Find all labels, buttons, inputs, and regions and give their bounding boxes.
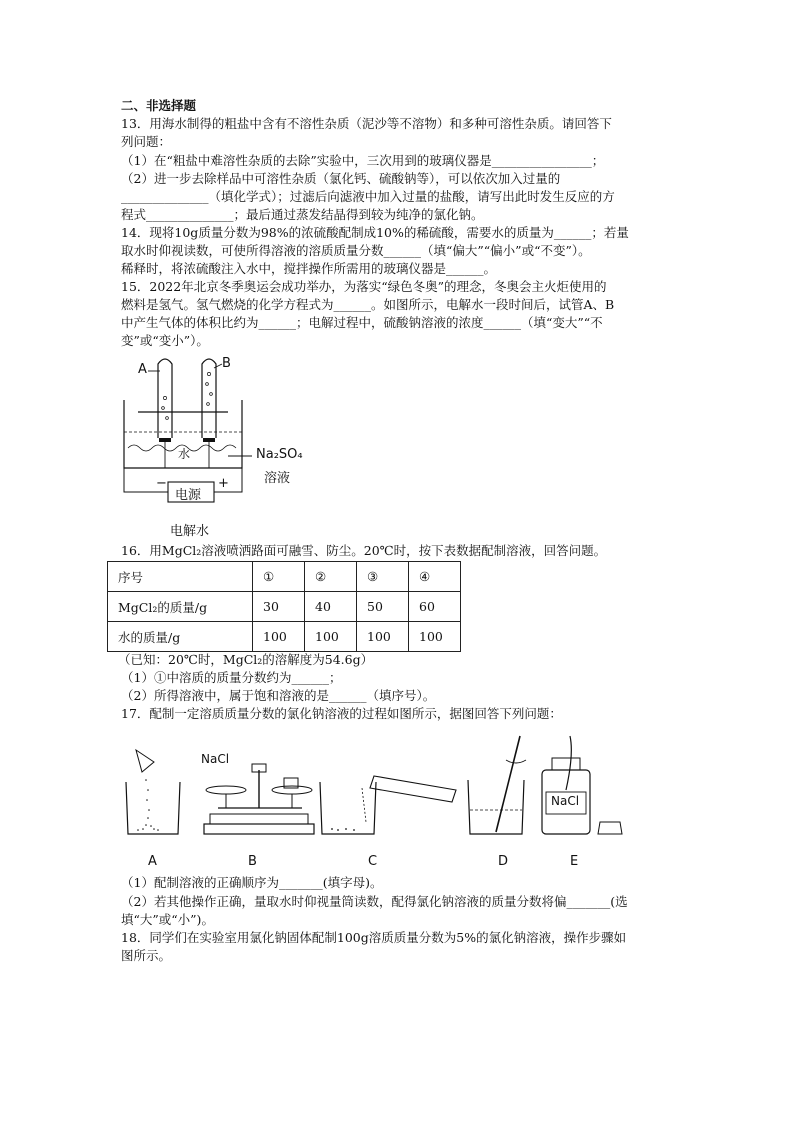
fig-label-e: E: [570, 854, 579, 869]
q15-line-3: 中产生气体的体积比约为______；电解过程中，硫酸钠溶液的浓度______（填“变大”“不: [121, 315, 603, 330]
q16-note: （已知：20℃时，MgCl₂的溶解度为54.6g）: [118, 652, 374, 667]
q13-line-4: （2）进一步去除样品中可溶性杂质（氯化钙、硫酸钠等），可以依次加入过量的: [121, 171, 561, 186]
q13-line-3: （1）在“粗盐中难溶性杂质的去除”实验中，三次用到的玻璃仪器是________________；: [121, 153, 605, 168]
water-label: 水: [178, 447, 191, 461]
table-cell: ③: [357, 562, 409, 592]
table-cell: 50: [357, 592, 409, 622]
fig-label-b: B: [248, 854, 257, 869]
table-cell: 100: [305, 622, 357, 652]
power-supply-label: 电源: [175, 488, 202, 503]
mgcl2-data-table: [107, 561, 461, 652]
q13-line-1: 13．用海水制得的粗盐中含有不溶性杂质（泥沙等不溶物）和多种可溶性杂质。请回答下: [121, 116, 612, 131]
q14-line-2: 取水时仰视读数，可使所得溶液的溶质质量分数______（填“偏大”“偏小”或“不变”）。: [121, 243, 591, 258]
q14-line-1: 14．现将10g质量分数为98%的浓硫酸配制成10%的稀硫酸，需要水的质量为______；若量: [121, 225, 629, 240]
minus-terminal-label: −: [156, 476, 167, 491]
q18-line-1: 18．同学们在实验室用氯化钠固体配制100g溶质质量分数为5%的氯化钠溶液，操作步骤如: [121, 930, 627, 945]
section-title: 二、非选择题: [121, 98, 197, 113]
plus-terminal-label: +: [218, 476, 229, 491]
q15-line-2: 燃料是氢气。氢气燃烧的化学方程式为______。如图所示，电解水一段时间后，试管A、B: [121, 297, 615, 312]
table-row: [108, 622, 461, 652]
q18-line-2: 图所示。: [121, 948, 172, 963]
table-cell: 100: [357, 622, 409, 652]
q14-line-3: 稀释时，将浓硫酸注入水中，搅拌操作所需用的玻璃仪器是______。: [121, 261, 497, 276]
q17-sub-2a: （2）若其他操作正确，量取水时仰视量筒读数，配得氯化钠溶液的质量分数将偏_______(选: [121, 894, 628, 909]
table-row: [108, 592, 461, 622]
table-cell: 100: [409, 622, 461, 652]
nacl-label-balance: NaCl: [201, 752, 230, 766]
q13-line-2: 列问题：: [121, 134, 172, 149]
fig-label-c: C: [368, 854, 378, 869]
q17-sub-2b: 填“大”或“小”)。: [121, 912, 214, 927]
table-cell: ②: [305, 562, 357, 592]
table-cell: 100: [253, 622, 305, 652]
q16-line-1: 16．用MgCl₂溶液喷洒路面可融雪、防尘。20℃时，按下表数据配制溶液，回答问题。: [121, 543, 607, 558]
solution-label: 溶液: [264, 471, 291, 486]
fig-label-a: A: [148, 854, 157, 869]
tube-a-label: A: [138, 362, 147, 377]
sodium-sulfate-label: Na₂SO₄: [256, 447, 303, 462]
q13-line-5: ______________（填化学式）；过滤后向滤液中加入过量的盐酸，请写出此时发生反应的方: [121, 189, 615, 204]
electrolysis-caption: 电解水: [170, 524, 210, 539]
electrolysis-figure: [118, 352, 328, 542]
q17-sub-1: （1）配制溶液的正确顺序为_______(填字母)。: [121, 875, 383, 890]
table-cell: ④: [409, 562, 461, 592]
q15-line-1: 15．2022年北京冬季奥运会成功举办，为落实“绿色冬奥”的理念，冬奥会主火炬使用的: [121, 279, 607, 294]
q17-line-1: 17．配制一定溶质质量分数的氯化钠溶液的过程如图所示，据图回答下列问题：: [121, 706, 562, 721]
q13-line-6: 程式______________；最后通过蒸发结晶得到较为纯净的氯化钠。: [121, 207, 484, 222]
table-cell: 序号: [108, 562, 253, 592]
fig-label-d: D: [498, 854, 509, 869]
table-cell: MgCl₂的质量/g: [108, 592, 253, 622]
q15-line-4: 变”或“变小”）。: [121, 333, 209, 348]
q16-sub-1: （1）①中溶质的质量分数约为______；: [121, 670, 342, 685]
table-cell: 40: [305, 592, 357, 622]
table-cell: ①: [253, 562, 305, 592]
nacl-label-bottle: NaCl: [551, 794, 580, 808]
table-cell: 30: [253, 592, 305, 622]
table-header-row: [108, 562, 461, 592]
tube-b-label: B: [222, 356, 231, 371]
q16-sub-2: （2）所得溶液中，属于饱和溶液的是______（填序号）。: [121, 688, 436, 703]
table-cell: 水的质量/g: [108, 622, 253, 652]
solution-prep-figure: [118, 730, 638, 875]
table-cell: 60: [409, 592, 461, 622]
